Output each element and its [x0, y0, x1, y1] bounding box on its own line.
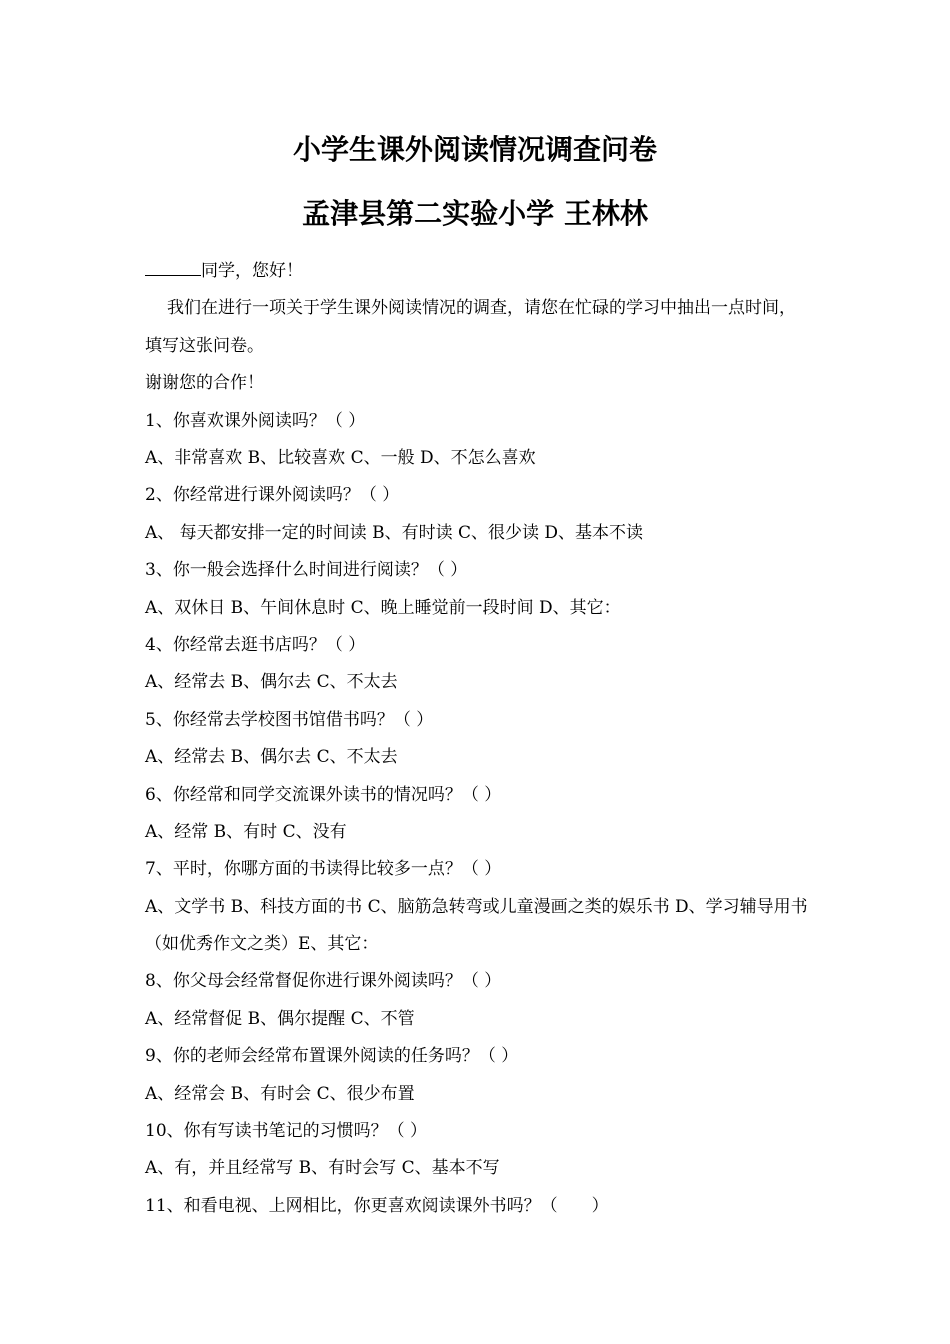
intro-paragraph: 我们在进行一项关于学生课外阅读情况的调查，请您在忙碌的学习中抽出一点时间，填写这张问卷。: [145, 298, 796, 356]
question-4: 4、你经常去逛书店吗？（ ）: [145, 634, 366, 655]
question-9: 9、你的老师会经常布置课外阅读的任务吗？（ ）: [145, 1046, 519, 1067]
question-3: 3、你一般会选择什么时间进行阅读？（ ）: [145, 560, 468, 581]
options-8: A、经常督促 B、偶尔提醒 C、不管: [145, 1008, 415, 1029]
question-5: 5、你经常去学校图书馆借书吗？（ ）: [145, 709, 434, 730]
greeting-line: [145, 253, 810, 290]
question-11: 11、和看电视、上网相比，你更喜欢阅读课外书吗？（ ）: [145, 1195, 609, 1216]
question-1: 1、你喜欢课外阅读吗？（ ）: [145, 410, 366, 431]
question-7: 7、平时，你哪方面的书读得比较多一点？（ ）: [145, 859, 502, 880]
question-6: 6、你经常和同学交流课外读书的情况吗？（ ）: [145, 784, 502, 805]
options-6: A、经常 B、有时 C、没有: [145, 821, 347, 842]
options-3: A、双休日 B、午间休息时 C、晚上睡觉前一段时间 D、其它：: [145, 597, 621, 618]
options-10: A、有，并且经常写 B、有时会写 C、基本不写: [145, 1158, 500, 1179]
question-8: 8、你父母会经常督促你进行课外阅读吗？（ ）: [145, 971, 502, 992]
question-2: 2、你经常进行课外阅读吗？（ ）: [145, 485, 400, 506]
options-2: A、 每天都安排一定的时间读 B、有时读 C、很少读 D、基本不读: [145, 522, 644, 543]
document-title: 小学生课外阅读情况调查问卷: [292, 133, 657, 166]
thanks-line: 谢谢您的合作！: [145, 373, 264, 394]
options-7: A、文学书 B、科技方面的书 C、脑筋急转弯或儿童漫画之类的娱乐书 D、学习辅导用书（如优秀作文之类）E、其它：: [145, 896, 808, 955]
question-10: 10、你有写读书笔记的习惯吗？（ ）: [145, 1121, 428, 1142]
options-1: A、非常喜欢 B、比较喜欢 C、一般 D、不怎么喜欢: [145, 447, 536, 468]
options-5: A、经常去 B、偶尔去 C、不太去: [145, 747, 398, 768]
name-blank: [145, 260, 201, 276]
options-9: A、经常会 B、有时会 C、很少布置: [145, 1083, 415, 1104]
options-4: A、经常去 B、偶尔去 C、不太去: [145, 672, 398, 693]
greeting-text: 同学，您好！: [201, 261, 303, 281]
survey-body: [145, 253, 810, 1225]
document-subtitle: 孟津县第二实验小学 王林林: [302, 197, 648, 230]
